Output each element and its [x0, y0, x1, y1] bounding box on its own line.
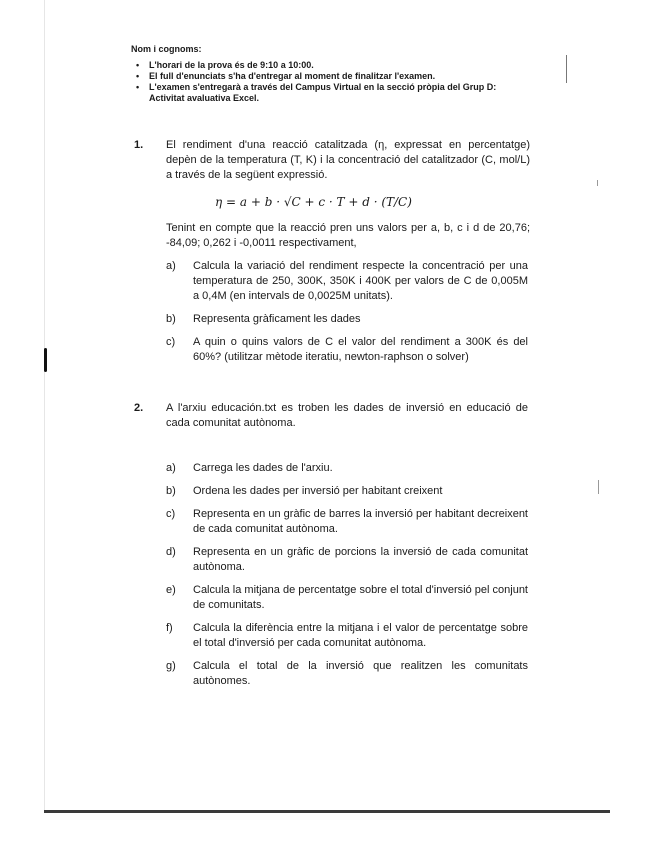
subquestion-text: Calcula la mitjana de percentatge sobre el total d'inversió pel conjunt de comunitats. [193, 584, 528, 611]
subquestion-label: b) [166, 313, 176, 325]
subquestion [166, 621, 528, 651]
subquestion-label: e) [166, 584, 176, 596]
subquestion-label: a) [166, 462, 176, 474]
subquestion [166, 583, 528, 613]
subquestion-text: Carrega les dades de l'arxiu. [193, 462, 333, 474]
question-1 [134, 138, 530, 183]
question-number: 2. [134, 402, 144, 414]
subquestion-label: c) [166, 336, 176, 348]
subquestion [166, 312, 528, 327]
scan-speck [598, 480, 599, 494]
instructions-list [131, 60, 531, 104]
subquestion-text: Calcula el total de la inversió que realitzen les comunitats autònomes. [193, 660, 528, 687]
yield-formula: η = a + b · √C + c · T + d · (T/C) [215, 195, 412, 209]
question-2-intro: A l'arxiu educación.txt es troben les dades de inversió en educació de cada comunitat autònoma. [166, 402, 528, 429]
subquestion-text: Calcula la diferència entre la mitjana i el valor de percentatge sobre el total d'inversió per cada comunitat autònoma. [193, 622, 528, 649]
subquestion [166, 507, 528, 537]
question-number: 1. [134, 139, 144, 151]
subquestion-text: A quin o quins valors de C el valor del rendiment a 300K és del 60%? (utilitzar mètode iteratiu, newton-raphson o solver) [193, 336, 528, 363]
subquestion-text: Representa en un gràfic de barres la inversió per habitant decreixent de cada comunitat autònoma. [193, 508, 528, 535]
subquestion-list [166, 461, 528, 689]
scan-speck [597, 180, 598, 186]
subquestion-label: c) [166, 508, 176, 520]
subquestion-text: Representa gràficament les dades [193, 313, 361, 325]
subquestion [166, 484, 528, 499]
subquestion-label: b) [166, 485, 176, 497]
name-label: Nom i cognoms: [131, 44, 202, 54]
subquestion [166, 659, 528, 689]
subquestion-text: Ordena les dades per inversió per habitant creixent [193, 485, 443, 497]
instruction-item: • L'examen s'entregarà a través del Campus Virtual en la secció pròpia del Grup D: Activitat avaluativa Excel. [131, 82, 531, 104]
subquestion-text: Calcula la variació del rendiment respecte la concentració per una temperatura de 250, 300K, 350K i 400K per valors de C de 0,005M a 0,4M (en intervals de 0,0025M unitats). [193, 260, 528, 302]
question-2-items [166, 461, 528, 689]
subquestion-label: f) [166, 622, 173, 634]
instruction-item: • L'horari de la prova és de 9:10 a 10:00. [131, 60, 531, 71]
question-1-intro: El rendiment d'una reacció catalitzada (η, expressat en percentatge) depèn de la temperatura (T, K) i la concentració del catalitzador (C, mol/L) a través de la següent expressió. [166, 139, 530, 181]
subquestion-text: Representa en un gràfic de porcions la inversió de cada comunitat autònoma. [193, 546, 528, 573]
parameter-values: Tenint en compte que la reacció pren uns valors per a, b, c i d de 20,76; -84,09; 0,262 i -0,0011 respectivament, [166, 222, 530, 249]
subquestion [166, 259, 528, 304]
subquestion [166, 461, 528, 476]
subquestion [166, 335, 528, 365]
page-left-edge [44, 0, 45, 812]
subquestion-label: g) [166, 660, 176, 672]
page-bottom-edge [44, 810, 610, 813]
scan-speck [566, 55, 567, 83]
scan-mark [44, 348, 47, 372]
subquestion-label: a) [166, 260, 176, 272]
question-1-items [166, 259, 528, 365]
subquestion-list [166, 259, 528, 365]
instruction-item: • El full d'enunciats s'ha d'entregar al moment de finalitzar l'examen. [131, 71, 531, 82]
subquestion-label: d) [166, 546, 176, 558]
subquestion [166, 545, 528, 575]
exam-header [131, 44, 531, 104]
question-2 [134, 401, 528, 431]
question-1-params [166, 221, 530, 251]
